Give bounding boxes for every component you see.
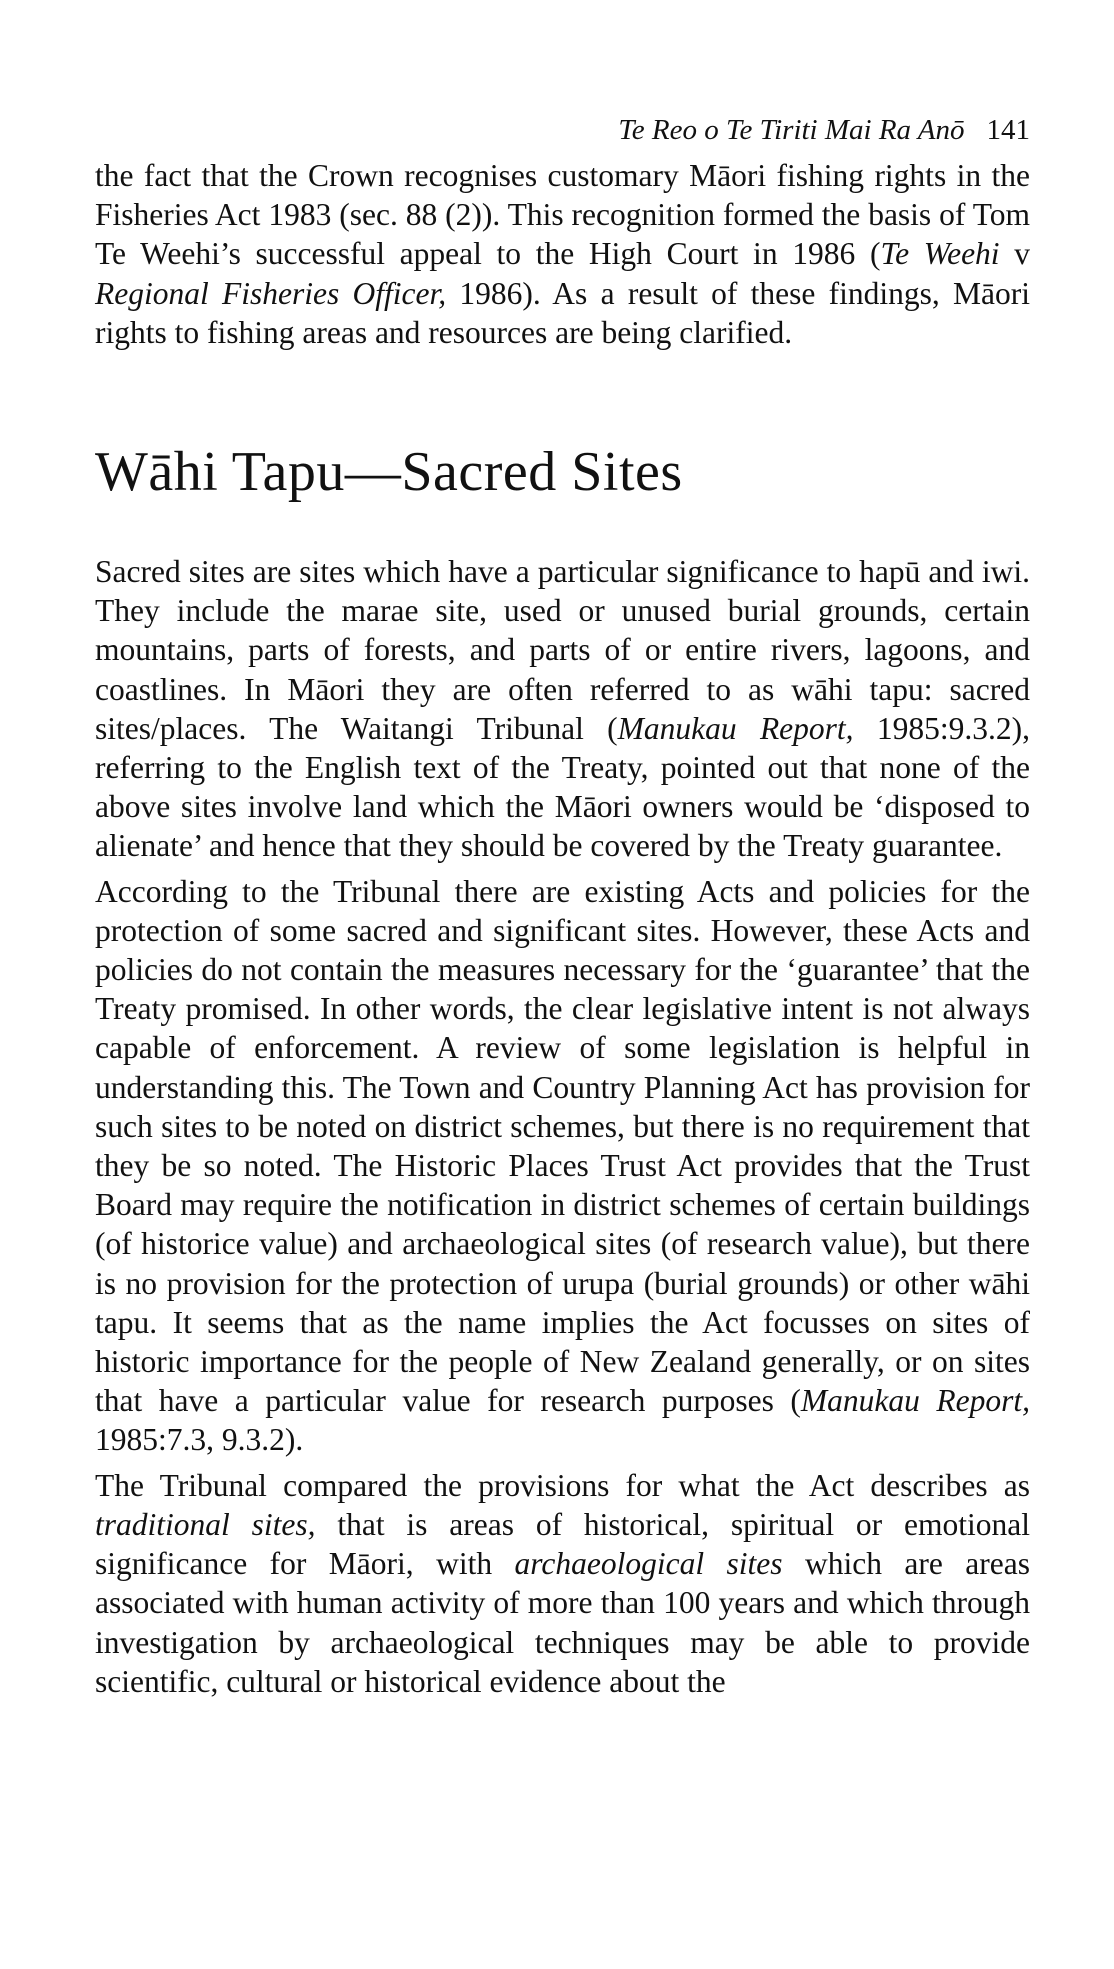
paragraph-2-text-2: 1985:7.3, 9.3.2). [95, 1422, 304, 1458]
paragraph-sacred-sites [95, 552, 1030, 866]
book-page [95, 110, 1030, 1701]
section-heading: Wāhi Tapu—Sacred Sites [95, 441, 683, 504]
intro-text-1: the fact that the Crown recognises customary Māori fishing rights in the Fisheries Act 1983 (sec. 88 (2)). This recognition formed the basis of Tom Te Weehi’s successful appeal to the High Court in 1986 ( [95, 158, 1030, 272]
term-archaeological-sites: archaeological sites [514, 1546, 783, 1582]
paragraph-tribunal-compared [95, 1466, 1030, 1701]
paragraph-2-text-1: According to the Tribunal there are existing Acts and policies for the protection of some sacred and significant sites. However, these Acts and policies do not contain the measures necessary for the ‘guarantee’ that the Treaty promised. In other words, the clear legislative intent is not always capable of enforcement. A review of some legislation is helpful in understanding this. The Town and Country Planning Act has provision for such sites to be noted on district schemes, but there is no requirement that they be so noted. The Historic Places Trust Act provides that the Trust Board may require the notification in district schemes of certain buildings (of historice value) and archaeological sites (of research value), but there is no provision for the protection of urupa (burial grounds) or other wāhi tapu. It seems that as the name implies the Act focusses on sites of historic importance for the people of New Zealand generally, or on sites that have a particular value for research purposes ( [95, 873, 1030, 1419]
running-head-title: Te Reo o Te Tiriti Mai Ra Anō [618, 114, 965, 146]
report-name-2: Manukau Report, [800, 1383, 1030, 1419]
paragraph-1-text-2: 1985:9.3.2), referring to the English text of the Treaty, pointed out that none of the above sites involve land which the Māori owners would be ‘disposed to alienate’ and hence that they should be covered by the Treaty guarantee. [95, 710, 1030, 864]
paragraph-tribunal-acts [95, 872, 1030, 1460]
page-number: 141 [986, 114, 1030, 146]
running-head [95, 110, 1030, 150]
paragraph-3-text-1: The Tribunal compared the provisions for what the Act describes as [95, 1467, 1030, 1503]
paragraph-3-text-3: which are areas associated with human activity of more than 100 years and which through investigation by archaeological techniques may be able to provide scientific, cultural or historical evidence about the [95, 1546, 1030, 1699]
intro-paragraph [95, 156, 1030, 352]
paragraph-1-text-1: Sacred sites are sites which have a particular significance to hapū and iwi. They include the marae site, used or unused burial grounds, certain mountains, parts of forests, and parts of or entire rivers, lagoons, and coastlines. In Māori they are often referred to as wāhi tapu: sacred sites/places. The Waitangi Tribunal ( [95, 554, 1030, 746]
term-traditional-sites: traditional sites, [95, 1506, 316, 1542]
intro-text-3: 1986). As a result of these findings, Māori rights to fishing areas and resources are being clarified. [95, 275, 1030, 350]
intro-text-2: v [999, 236, 1031, 272]
paragraph-3-text-2: that is areas of historical, spiritual or emotional significance for Māori, with [95, 1506, 1030, 1582]
case-name-2: Regional Fisheries Officer, [95, 275, 447, 311]
case-name-1: Te Weehi [880, 236, 1000, 272]
report-name-1: Manukau Report, [617, 710, 854, 746]
